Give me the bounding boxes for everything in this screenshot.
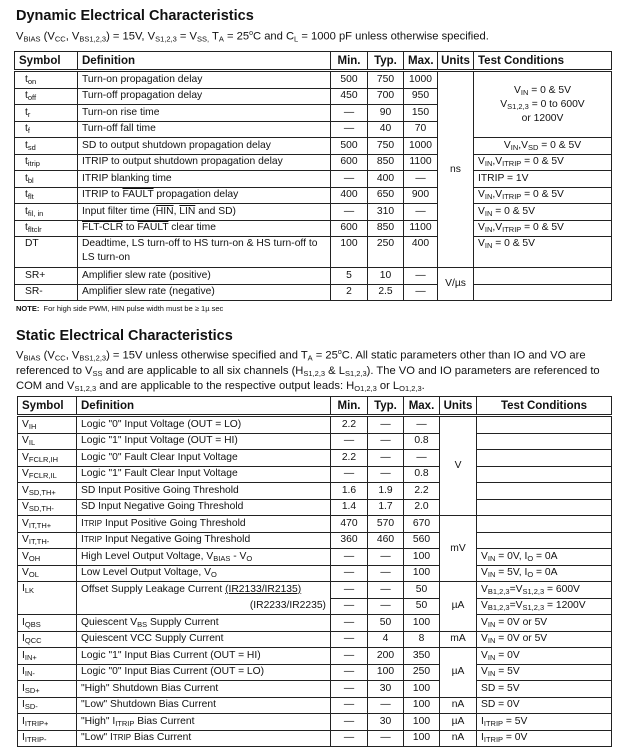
typ-cell: 850	[368, 220, 404, 237]
test-conditions-cell	[477, 416, 612, 434]
max-cell: 670	[404, 516, 440, 533]
definition-cell: Low Level Output Voltage, $V_O$	[77, 565, 331, 582]
test-conditions-cell: SD = 0V	[477, 697, 612, 714]
min-cell: 450	[331, 88, 368, 105]
min-cell: —	[331, 615, 368, 632]
typ-cell: 750	[368, 138, 404, 155]
max-cell: 950	[404, 88, 438, 105]
typ-cell: 1.7	[368, 499, 404, 516]
max-cell: 1100	[404, 220, 438, 237]
definition-cell: Logic "1" Fault Clear Input Voltage	[77, 466, 331, 483]
header-definition: Definition	[77, 397, 331, 416]
units-cell: ns	[438, 71, 474, 268]
min-cell: —	[331, 582, 368, 599]
symbol-cell: $t_{sd}$	[15, 138, 78, 155]
test-conditions-cell: $I_{ITRIP} = 0V$	[477, 730, 612, 747]
test-conditions-cell: $V_{IN} = 0V$ or 5V	[477, 615, 612, 632]
symbol-cell: $t_{flt}$	[15, 187, 78, 204]
test-conditions-cell: $V_{IN},V_{ITRIP} = 0$ & 5V	[474, 154, 612, 171]
definition-cell: ITRIP blanking time	[78, 171, 331, 188]
test-conditions-cell: $I_{ITRIP} = 5V$	[477, 714, 612, 731]
definition-cell: SD Input Positive Going Threshold	[77, 483, 331, 500]
table-row	[18, 598, 612, 615]
symbol-cell: $t_f$	[15, 121, 78, 138]
header-max: Max.	[404, 397, 440, 416]
header-max: Max.	[404, 52, 438, 71]
table-row	[18, 466, 612, 483]
typ-cell: —	[368, 598, 404, 615]
typ-cell: 460	[368, 532, 404, 549]
definition-cell: High Level Output Voltage, $V_{BIAS} - V_O$	[77, 549, 331, 566]
definition-cell: FLT-CLR to FAULT clear time	[78, 220, 331, 237]
min-cell: 2.2	[331, 450, 368, 467]
symbol-cell: $I_{SD-}$	[18, 697, 77, 714]
typ-cell: —	[368, 450, 404, 467]
min-cell: 470	[331, 516, 368, 533]
definition-cell: "High" $I_{ITRIP}$ Bias Current	[77, 714, 331, 731]
symbol-cell: $I_{IN-}$	[18, 664, 77, 681]
header-symbol: Symbol	[15, 52, 78, 71]
min-cell: 2.2	[331, 416, 368, 434]
typ-cell: —	[368, 466, 404, 483]
symbol-cell: $V_{IT,TH-}$	[18, 532, 77, 549]
typ-cell: —	[368, 730, 404, 747]
table-row	[18, 532, 612, 549]
table-row	[15, 268, 612, 285]
max-cell: 50	[404, 598, 440, 615]
min-cell: —	[331, 204, 368, 221]
units-cell: mA	[440, 631, 477, 648]
min-cell: —	[331, 664, 368, 681]
definition-cell: Turn-off propagation delay	[78, 88, 331, 105]
static-characteristics-table	[17, 396, 612, 747]
max-cell: 250	[404, 664, 440, 681]
min-cell: —	[331, 598, 368, 615]
definition-cell: Turn-on rise time	[78, 105, 331, 122]
typ-cell: 4	[368, 631, 404, 648]
definition-cell: ITRIP to FAULT propagation delay	[78, 187, 331, 204]
table-row	[18, 631, 612, 648]
min-cell: 1.4	[331, 499, 368, 516]
definition-cell: (IR2233/IR2235)	[77, 598, 331, 615]
table-header-row	[18, 397, 612, 416]
definition-cell: Logic "0" Fault Clear Input Voltage	[77, 450, 331, 467]
max-cell: 150	[404, 105, 438, 122]
test-conditions-cell	[477, 483, 612, 500]
symbol-cell: $V_{IT,TH+}$	[18, 516, 77, 533]
typ-cell: 200	[368, 648, 404, 665]
table-header-row	[15, 52, 612, 71]
typ-cell: 50	[368, 615, 404, 632]
units-cell: µA	[440, 582, 477, 632]
definition-cell: Offset Supply Leakage Current (IR2133/IR2135)	[77, 582, 331, 599]
max-cell: 100	[404, 714, 440, 731]
definition-cell: ITRIP to output shutdown propagation delay	[78, 154, 331, 171]
typ-cell: 90	[368, 105, 404, 122]
typ-cell: 1.9	[368, 483, 404, 500]
symbol-cell: SR+	[15, 268, 78, 285]
units-cell: nA	[440, 697, 477, 714]
test-conditions-cell	[477, 450, 612, 467]
symbol-cell: $I_{ITRIP-}$	[18, 730, 77, 747]
typ-cell: —	[368, 565, 404, 582]
max-cell: —	[404, 416, 440, 434]
header-test-conditions: Test Conditions	[477, 397, 612, 416]
min-cell: 1.6	[331, 483, 368, 500]
max-cell: 100	[404, 549, 440, 566]
test-conditions-cell: $V_{IN} = 0$ & 5V	[474, 204, 612, 221]
symbol-cell: $V_{OL}$	[18, 565, 77, 582]
symbol-cell: $V_{SD,TH-}$	[18, 499, 77, 516]
typ-cell: 400	[368, 171, 404, 188]
units-cell: V	[440, 416, 477, 516]
symbol-cell: $t_{bl}$	[15, 171, 78, 188]
table-row	[15, 171, 612, 188]
typ-cell: —	[368, 582, 404, 599]
symbol-cell: $t_{off}$	[15, 88, 78, 105]
definition-cell: Turn-off fall time	[78, 121, 331, 138]
min-cell: 100	[331, 237, 368, 268]
max-cell: 1000	[404, 71, 438, 89]
symbol-cell: $V_{IH}$	[18, 416, 77, 434]
symbol-cell: $V_{FCLR,IL}$	[18, 466, 77, 483]
header-test-conditions: Test Conditions	[474, 52, 612, 71]
header-units: Units	[438, 52, 474, 71]
symbol-cell: $I_{LK}$	[18, 582, 77, 615]
min-cell: 500	[331, 138, 368, 155]
min-cell: —	[331, 466, 368, 483]
symbol-cell: $V_{SD,TH+}$	[18, 483, 77, 500]
min-cell: —	[331, 121, 368, 138]
dynamic-section-description: $V_{BIAS}$ ($V_{CC}$, $V_{BS1,2,3}) = 15V$, $V_{S1,2,3} = V_{SS,}$ $T_A = 25^oC$ and $C_L = 1000$ pF unless otherwise specified.	[16, 30, 489, 44]
dynamic-section-title: Dynamic Electrical Characteristics	[16, 8, 254, 24]
definition-cell: Amplifier slew rate (negative)	[78, 284, 331, 301]
typ-cell: 850	[368, 154, 404, 171]
test-conditions-cell: $V_{IN},V_{ITRIP} = 0$ & 5V	[474, 220, 612, 237]
max-cell: 100	[404, 615, 440, 632]
symbol-cell: $t_r$	[15, 105, 78, 122]
min-cell: —	[331, 549, 368, 566]
test-conditions-cell: SD = 5V	[477, 681, 612, 698]
units-cell: µA	[440, 714, 477, 731]
symbol-cell: $I_{QBS}$	[18, 615, 77, 632]
test-conditions-cell: $V_{B1,2,3}=V_{S1,2,3} = 1200V$	[477, 598, 612, 615]
test-conditions-cell: $V_{B1,2,3}=V_{S1,2,3} = 600V$	[477, 582, 612, 599]
table-row	[18, 697, 612, 714]
typ-cell: 250	[368, 237, 404, 268]
min-cell: —	[331, 631, 368, 648]
typ-cell: 30	[368, 681, 404, 698]
typ-cell: —	[368, 549, 404, 566]
typ-cell: 570	[368, 516, 404, 533]
min-cell: 400	[331, 187, 368, 204]
symbol-cell: $t_{on}$	[15, 71, 78, 89]
table-row	[18, 615, 612, 632]
units-cell: nA	[440, 730, 477, 747]
table-row	[18, 416, 612, 434]
table-row	[18, 714, 612, 731]
table-row	[18, 549, 612, 566]
typ-cell: —	[368, 416, 404, 434]
table-row	[18, 483, 612, 500]
max-cell: 350	[404, 648, 440, 665]
max-cell: 2.0	[404, 499, 440, 516]
max-cell: 100	[404, 681, 440, 698]
min-cell: —	[331, 105, 368, 122]
table-row	[15, 204, 612, 221]
static-section-title: Static Electrical Characteristics	[16, 328, 233, 344]
max-cell: 900	[404, 187, 438, 204]
max-cell: 560	[404, 532, 440, 549]
min-cell: —	[331, 565, 368, 582]
symbol-cell: DT	[15, 237, 78, 268]
max-cell: —	[404, 450, 440, 467]
definition-cell: Deadtime, LS turn-off to HS turn-on & HS turn-off to LS turn-on	[78, 237, 331, 268]
min-cell: 600	[331, 154, 368, 171]
definition-cell: Logic "0" Input Voltage (OUT = LO)	[77, 416, 331, 434]
definition-cell: ITRIP Input Negative Going Threshold	[77, 532, 331, 549]
table-row	[15, 154, 612, 171]
min-cell: 5	[331, 268, 368, 285]
max-cell: —	[404, 268, 438, 285]
test-conditions-cell: $V_{IN} = 0V$, $I_O = 0A$	[477, 549, 612, 566]
max-cell: 2.2	[404, 483, 440, 500]
max-cell: 1100	[404, 154, 438, 171]
definition-cell: "Low" Shutdown Bias Current	[77, 697, 331, 714]
test-conditions-cell	[474, 284, 612, 301]
table-row	[18, 516, 612, 533]
test-conditions-cell: $V_{IN} = 0V$	[477, 648, 612, 665]
symbol-cell: $I_{IN+}$	[18, 648, 77, 665]
max-cell: —	[404, 204, 438, 221]
typ-cell: 100	[368, 664, 404, 681]
symbol-cell: $V_{FCLR,IH}$	[18, 450, 77, 467]
header-min: Min.	[331, 397, 368, 416]
units-cell: V/µs	[438, 268, 474, 301]
max-cell: —	[404, 284, 438, 301]
units-cell: mV	[440, 516, 477, 582]
table-row	[18, 664, 612, 681]
test-conditions-cell	[477, 466, 612, 483]
table-row	[15, 71, 612, 89]
symbol-cell: $t_{fltclr}$	[15, 220, 78, 237]
max-cell: 100	[404, 730, 440, 747]
symbol-cell: $V_{IL}$	[18, 433, 77, 450]
definition-cell: SD Input Negative Going Threshold	[77, 499, 331, 516]
symbol-cell: $I_{SD+}$	[18, 681, 77, 698]
symbol-cell: $I_{ITRIP+}$	[18, 714, 77, 731]
min-cell: —	[331, 730, 368, 747]
max-cell: 100	[404, 697, 440, 714]
table-row	[18, 648, 612, 665]
table-row	[18, 730, 612, 747]
definition-cell: Amplifier slew rate (positive)	[78, 268, 331, 285]
dynamic-characteristics-table	[14, 51, 612, 301]
min-cell: —	[331, 433, 368, 450]
test-conditions-cell: $V_{IN} = 0$ & 5V	[474, 237, 612, 268]
table-row	[18, 450, 612, 467]
symbol-cell: $V_{OH}$	[18, 549, 77, 566]
min-cell: —	[331, 171, 368, 188]
table-row	[15, 220, 612, 237]
max-cell: 0.8	[404, 433, 440, 450]
units-cell: µA	[440, 648, 477, 698]
symbol-cell: $I_{QCC}$	[18, 631, 77, 648]
test-conditions-cell	[477, 516, 612, 533]
table-row	[15, 284, 612, 301]
test-conditions-cell: $V_{IN},V_{ITRIP} = 0$ & 5V	[474, 187, 612, 204]
test-conditions-cell: $V_{IN} = 5V$	[477, 664, 612, 681]
header-definition: Definition	[78, 52, 331, 71]
typ-cell: 700	[368, 88, 404, 105]
max-cell: 50	[404, 582, 440, 599]
table-row	[18, 433, 612, 450]
test-conditions-cell: $V_{IN} = 5V$, $I_O = 0A$	[477, 565, 612, 582]
test-conditions-cell: $V_{IN},V_{SD} = 0$ & 5V	[474, 138, 612, 155]
header-symbol: Symbol	[18, 397, 77, 416]
table-row	[18, 499, 612, 516]
min-cell: —	[331, 697, 368, 714]
definition-cell: SD to output shutdown propagation delay	[78, 138, 331, 155]
dynamic-note: NOTE: For high side PWM, HIN pulse width must be ≥ 1µ sec	[16, 304, 224, 313]
max-cell: 0.8	[404, 466, 440, 483]
header-units: Units	[440, 397, 477, 416]
test-conditions-cell	[477, 499, 612, 516]
test-conditions-cell: ITRIP = 1V	[474, 171, 612, 188]
table-row	[18, 681, 612, 698]
typ-cell: 40	[368, 121, 404, 138]
min-cell: 360	[331, 532, 368, 549]
test-conditions-cell: $V_{IN} = 0V$ or 5V	[477, 631, 612, 648]
definition-cell: Quiescent VCC Supply Current	[77, 631, 331, 648]
header-min: Min.	[331, 52, 368, 71]
definition-cell: Quiescent $V_{BS}$ Supply Current	[77, 615, 331, 632]
symbol-cell: SR-	[15, 284, 78, 301]
table-row	[15, 187, 612, 204]
static-section-description: $V_{BIAS}$ ($V_{CC}$, $V_{BS1,2,3}) = 15V$ unless otherwise specified and $T_A = 25^oC$. All static parameters other than IO and VO are referenced to $V_{SS}$ and are applicable to all six channels ($H_{S1,2,3}$ & $L_{S1,2,3}$). The VO and IO parameters are referenced to COM and $V_{S1,2,3}$ and are applicable to the respective output leads: $H_{O1,2,3}$ or $L_{O1,2,3}$.	[16, 349, 600, 393]
min-cell: —	[331, 648, 368, 665]
definition-cell: Logic "0" Input Bias Current (OUT = LO)	[77, 664, 331, 681]
test-conditions-cell: $V_{IN} = 0$ & 5V $V_{S1,2,3} = 0$ to 600V or 1200V	[474, 71, 612, 138]
header-typ: Typ.	[368, 397, 404, 416]
symbol-cell: $t_{itrip}$	[15, 154, 78, 171]
typ-cell: —	[368, 697, 404, 714]
definition-cell: "High" Shutdown Bias Current	[77, 681, 331, 698]
table-row	[18, 582, 612, 599]
typ-cell: 2.5	[368, 284, 404, 301]
test-conditions-cell	[474, 268, 612, 285]
max-cell: 70	[404, 121, 438, 138]
typ-cell: 750	[368, 71, 404, 89]
test-conditions-cell	[477, 532, 612, 549]
max-cell: 8	[404, 631, 440, 648]
table-row	[15, 138, 612, 155]
typ-cell: 10	[368, 268, 404, 285]
definition-cell: "Low" ITRIP Bias Current	[77, 730, 331, 747]
max-cell: 1000	[404, 138, 438, 155]
typ-cell: —	[368, 433, 404, 450]
definition-cell: Logic "1" Input Bias Current (OUT = HI)	[77, 648, 331, 665]
symbol-cell: $t_{fil, in}$	[15, 204, 78, 221]
typ-cell: 310	[368, 204, 404, 221]
min-cell: 600	[331, 220, 368, 237]
test-conditions-cell	[477, 433, 612, 450]
header-typ: Typ.	[368, 52, 404, 71]
definition-cell: Logic "1" Input Voltage (OUT = HI)	[77, 433, 331, 450]
definition-cell: ITRIP Input Positive Going Threshold	[77, 516, 331, 533]
max-cell: 100	[404, 565, 440, 582]
min-cell: 2	[331, 284, 368, 301]
min-cell: —	[331, 681, 368, 698]
min-cell: 500	[331, 71, 368, 89]
max-cell: 400	[404, 237, 438, 268]
table-row	[18, 565, 612, 582]
table-row	[15, 237, 612, 268]
definition-cell: Turn-on propagation delay	[78, 71, 331, 89]
max-cell: —	[404, 171, 438, 188]
typ-cell: 30	[368, 714, 404, 731]
min-cell: —	[331, 714, 368, 731]
typ-cell: 650	[368, 187, 404, 204]
definition-cell: Input filter time ($\overline{HIN}$, $\overline{LIN}$ and SD)	[78, 204, 331, 221]
